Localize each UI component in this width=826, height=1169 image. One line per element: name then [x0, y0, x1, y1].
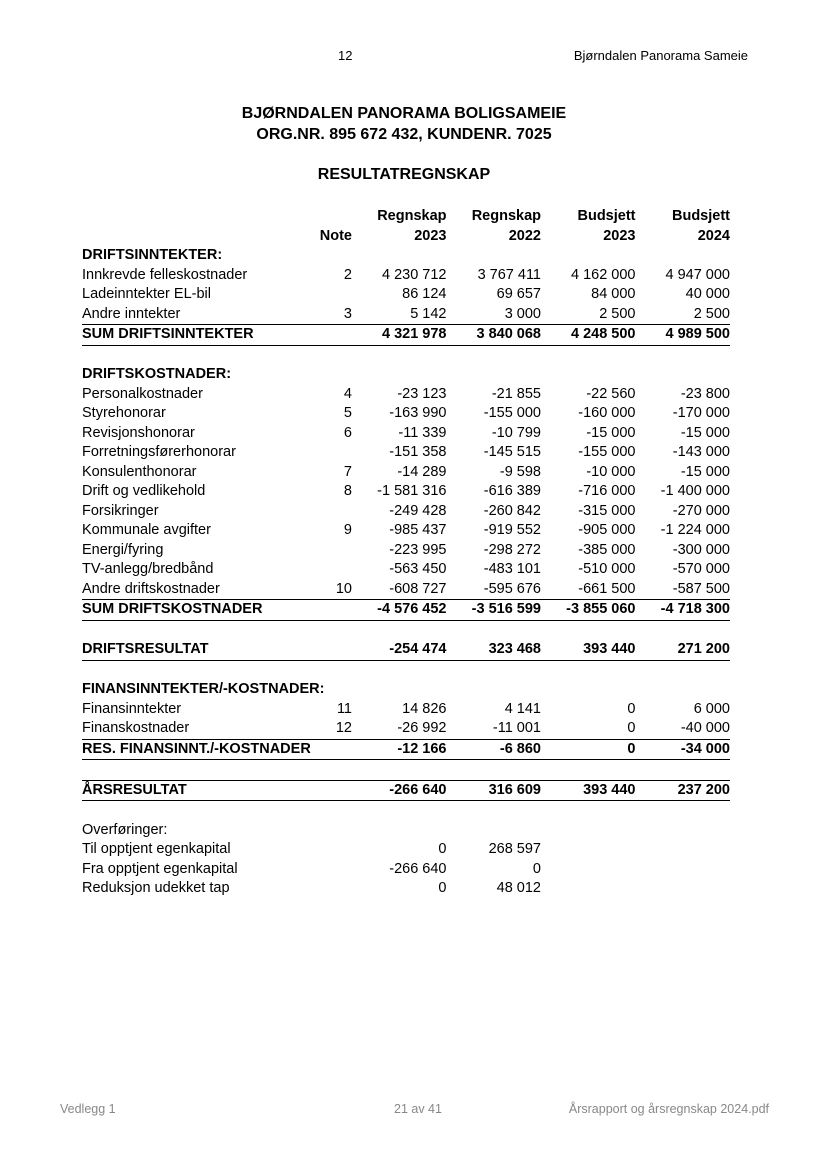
col-header-budsjett-2024: Budsjett 2024: [672, 208, 730, 244]
col-header-note: Note: [319, 227, 352, 244]
footer-page-count: 21 av 41: [394, 1102, 442, 1116]
table-row: Styrehonorar 5 -163 990 -155 000 -160 000 -170 000: [82, 405, 730, 421]
statement-title: RESULTATREGNSKAP: [317, 166, 491, 183]
table-row: Fra opptjent egenkapital -266 640 0: [82, 860, 541, 877]
table-row: Konsulenthonorar 7 -14 289 -9 598 -10 000 -15 000: [82, 463, 730, 480]
operating-result-row: DRIFTSRESULTAT -254 474 323 468 393 440 271 200: [82, 640, 730, 660]
spacer-row: [82, 345, 730, 365]
table-row: Til opptjent egenkapital 0 268 597: [82, 841, 541, 857]
sum-row-finance: RES. FINANSINNT./-KOSTNADER -12 166 -6 860 0 -34 000: [82, 739, 730, 760]
org-number-line: ORG.NR. 895 672 432, KUNDENR. 7025: [256, 126, 552, 143]
table-row: Personalkostnader 4 -23 123 -21 855 -22 560 -23 800: [82, 385, 730, 402]
table-row: TV-anlegg/bredbånd -563 450 -483 101 -510 000 -570 000: [82, 561, 730, 577]
table-row: Finansinntekter 11 14 826 4 141 0 6 000: [82, 700, 730, 717]
footer-attachment-label: Vedlegg 1: [60, 1102, 116, 1116]
table-row: Finanskostnader 12 -26 992 -11 001 0 -40 000: [82, 719, 730, 739]
table-row: Innkrevde felleskostnader 2 4 230 712 3 767 411 4 162 000 4 947 000: [82, 266, 730, 283]
transfers-heading: Overføringer:: [82, 821, 168, 838]
header-blank: [82, 207, 318, 246]
table-row: Drift og vedlikehold 8 -1 581 316 -616 389 -716 000 -1 400 000: [82, 483, 730, 499]
table-row: Reduksjon udekket tap 0 48 012: [82, 880, 541, 896]
spacer-row: [82, 760, 730, 781]
col-header-regnskap-2022: Regnskap 2022: [471, 208, 541, 244]
table-row: Andre inntekter 3 5 142 3 000 2 500 2 500: [82, 305, 730, 325]
col-header-regnskap-2023: Regnskap 2023: [377, 208, 447, 244]
table-row: Energi/fyring -223 995 -298 272 -385 000 -300 000: [82, 541, 730, 558]
column-header-row: [82, 207, 730, 246]
section-heading-finance: FINANSINNTEKTER/-KOSTNADER:: [82, 681, 325, 697]
spacer-row: [82, 660, 730, 680]
section-heading-income: DRIFTSINNTEKTER:: [82, 247, 223, 263]
annual-result-row: ÅRSRESULTAT -266 640 316 609 393 440 237 200: [82, 780, 730, 801]
table-row: Forsikringer -249 428 -260 842 -315 000 -270 000: [82, 502, 730, 519]
page-number: 12: [338, 48, 353, 63]
col-header-budsjett-2023: Budsjett 2023: [577, 208, 636, 244]
table-row: Forretningsførerhonorar -151 358 -145 515 -155 000 -143 000: [82, 444, 730, 460]
table-row: Revisjonshonorar 6 -11 339 -10 799 -15 000 -15 000: [82, 424, 730, 441]
table-row: Andre driftskostnader 10 -608 727 -595 676 -661 500 -587 500: [82, 580, 730, 600]
table-row: Ladeinntekter EL-bil 86 124 69 657 84 000 40 000: [82, 286, 730, 302]
header-entity-name: Bjørndalen Panorama Sameie: [573, 48, 748, 63]
sum-row-costs: SUM DRIFTSKOSTNADER -4 576 452 -3 516 599 -3 855 060 -4 718 300: [82, 600, 730, 621]
spacer-row: [82, 620, 730, 640]
spacer-row: [82, 801, 730, 821]
section-heading-costs: DRIFTSKOSTNADER:: [82, 366, 232, 382]
document-title: BJØRNDALEN PANORAMA BOLIGSAMEIE: [241, 105, 567, 122]
table-row: Kommunale avgifter 9 -985 437 -919 552 -905 000 -1 224 000: [82, 522, 730, 538]
income-statement-table: [82, 207, 730, 899]
footer-filename: Årsrapport og årsregnskap 2024.pdf: [568, 1102, 769, 1116]
sum-row-income: SUM DRIFTSINNTEKTER 4 321 978 3 840 068 4 248 500 4 989 500: [82, 325, 730, 346]
